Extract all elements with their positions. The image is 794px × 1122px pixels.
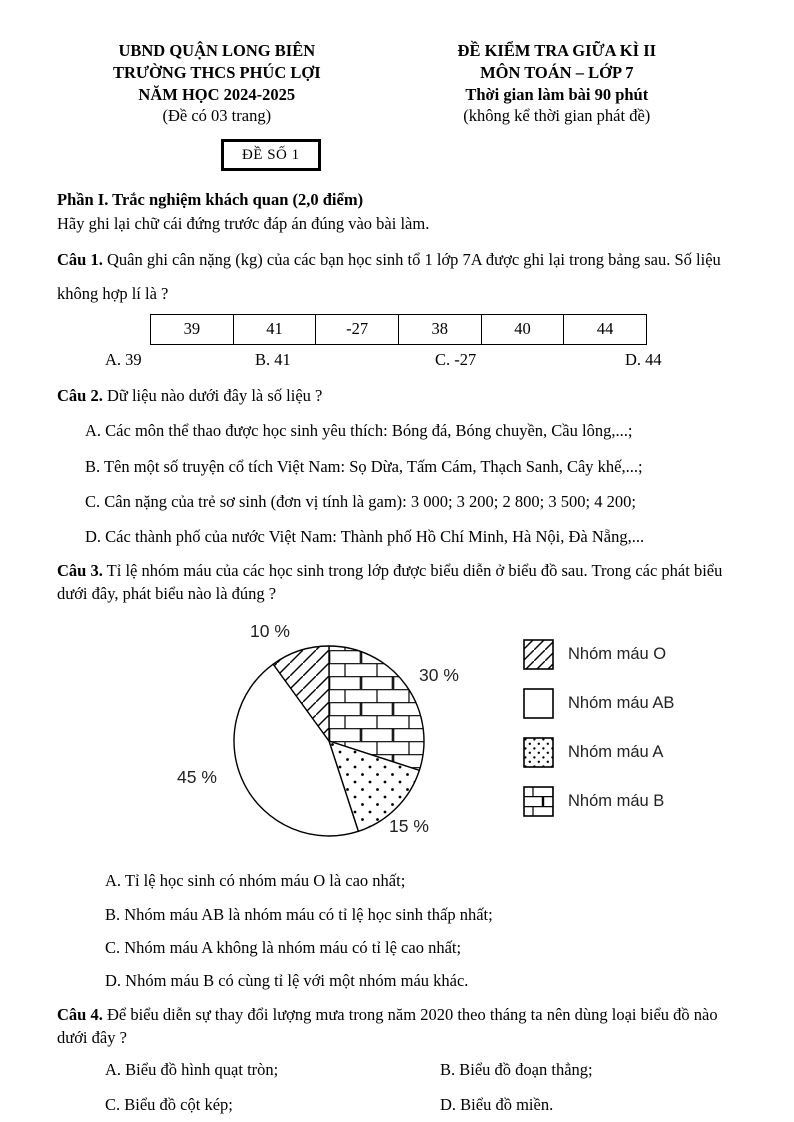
legend-label: Nhóm máu O — [568, 645, 667, 664]
legend-label: Nhóm máu A — [568, 743, 664, 762]
option-b: B. Tên một số truyện cổ tích Việt Nam: Sọ Dừa, Tấm Cám, Thạch Sanh, Cây khế,...; — [85, 456, 643, 476]
table-cell: 40 — [481, 315, 564, 345]
subject-line: MÔN TOÁN – LỚP 7 — [480, 62, 634, 82]
question-1-label: Câu 1. — [57, 249, 103, 269]
school-year-line: NĂM HỌC 2024-2025 — [138, 84, 296, 104]
exam-title-line: ĐỀ KIỂM TRA GIỮA KÌ II — [457, 41, 657, 60]
table-cell: 41 — [233, 315, 316, 345]
dots-swatch-icon — [523, 737, 554, 768]
school-line: TRƯỜNG THCS PHÚC LỢI — [112, 62, 321, 82]
question-4-label: Câu 4. — [57, 1005, 103, 1025]
question-4 — [57, 1004, 737, 1049]
option-d: D. Nhóm máu B có cùng tỉ lệ với một nhóm máu khác. — [105, 971, 469, 991]
table-cell: 39 — [151, 315, 234, 345]
option-a: A. Các môn thể thao được học sinh yêu thích: Bóng đá, Bóng chuyền, Cầu lông,...; — [85, 421, 633, 441]
pie-legend — [523, 639, 674, 835]
pie-label-45: 45 % — [177, 766, 217, 787]
legend-label: Nhóm máu AB — [568, 694, 675, 713]
question-3-options — [57, 870, 737, 992]
header-left-block — [57, 40, 377, 171]
option-c: C. Biểu đồ cột kép; — [105, 1094, 233, 1114]
table-cell: 38 — [398, 315, 481, 345]
legend-item-ab — [523, 688, 674, 719]
pie-chart — [167, 613, 479, 859]
option-d: D. Các thành phố của nước Việt Nam: Thành phố Hồ Chí Minh, Hà Nội, Đà Nẵng,... — [85, 527, 645, 547]
part1-instruction: Hãy ghi lại chữ cái đứng trước đáp án đúng vào bài làm. — [57, 213, 430, 233]
option-b: B. Biểu đồ đoạn thẳng; — [440, 1059, 593, 1079]
option-a: A. Biểu đồ hình quạt tròn; — [105, 1059, 279, 1079]
legend-label: Nhóm máu B — [568, 792, 665, 811]
exam-header — [57, 40, 737, 171]
question-3 — [57, 560, 737, 605]
pie-label-10: 10 % — [250, 620, 290, 641]
hatch-swatch-icon — [523, 639, 554, 670]
part1-title: Phần I. Trắc nghiệm khách quan (2,0 điểm) — [57, 190, 364, 210]
blood-type-pie-figure — [167, 613, 737, 859]
legend-item-o — [523, 639, 674, 670]
question-4-text: Để biểu diễn sự thay đổi lượng mưa trong năm 2020 theo tháng ta nên dùng loại biểu đồ nào dưới đây ? — [57, 1005, 718, 1047]
question-2-text: Dữ liệu nào dưới đây là số liệu ? — [106, 386, 323, 406]
pages-note: (Đề có 03 trang) — [162, 106, 272, 126]
brick-swatch-icon — [523, 786, 554, 817]
option-b: B. Nhóm máu AB là nhóm máu có tỉ lệ học sinh thấp nhất; — [105, 904, 493, 924]
option-c: C. -27 — [435, 350, 477, 370]
question-2-label: Câu 2. — [57, 386, 103, 406]
option-a: A. 39 — [105, 350, 142, 370]
question-4-options — [57, 1059, 737, 1122]
pie-label-15: 15 % — [389, 815, 429, 836]
question-2-options — [57, 420, 737, 548]
question-1-options — [57, 349, 737, 373]
option-d: D. Biểu đồ miền. — [440, 1094, 554, 1114]
pie-label-30: 30 % — [419, 664, 459, 685]
legend-item-a — [523, 737, 674, 768]
table-row — [151, 315, 647, 345]
option-c: C. Nhóm máu A không là nhóm máu có tỉ lệ cao nhất; — [105, 937, 462, 957]
option-b: B. 41 — [255, 350, 291, 370]
pie-chart-svg — [167, 613, 477, 853]
plain-swatch-icon — [523, 688, 554, 719]
duration-line: Thời gian làm bài 90 phút — [465, 84, 649, 104]
question-1 — [57, 243, 737, 312]
question-3-text: Tỉ lệ nhóm máu của các học sinh trong lớp được biểu diễn ở biểu đồ sau. Trong các phát biểu dưới đây, phát biểu nào là đúng ? — [57, 561, 723, 603]
exam-code-box: ĐỀ SỐ 1 — [221, 139, 321, 171]
table-cell: 44 — [564, 315, 647, 345]
legend-item-b — [523, 786, 674, 817]
question-3-label: Câu 3. — [57, 561, 103, 581]
table-cell: -27 — [316, 315, 399, 345]
question-2 — [57, 385, 737, 407]
question-1-text: Quân ghi cân nặng (kg) của các bạn học sinh tổ 1 lớp 7A được ghi lại trong bảng sau. Số liệu không hợp lí là ? — [57, 249, 721, 304]
duration-note: (không kể thời gian phát đề) — [463, 106, 651, 126]
option-a: A. Tỉ lệ học sinh có nhóm máu O là cao nhất; — [105, 871, 406, 891]
option-c: C. Cân nặng của trẻ sơ sinh (đơn vị tính là gam): 3 000; 3 200; 2 800; 3 500; 4 200; — [85, 491, 636, 511]
option-d: D. 44 — [625, 350, 662, 370]
question-1-data-table — [150, 314, 647, 345]
issuer-line: UBND QUẬN LONG BIÊN — [118, 41, 316, 60]
header-right-block — [377, 40, 737, 171]
